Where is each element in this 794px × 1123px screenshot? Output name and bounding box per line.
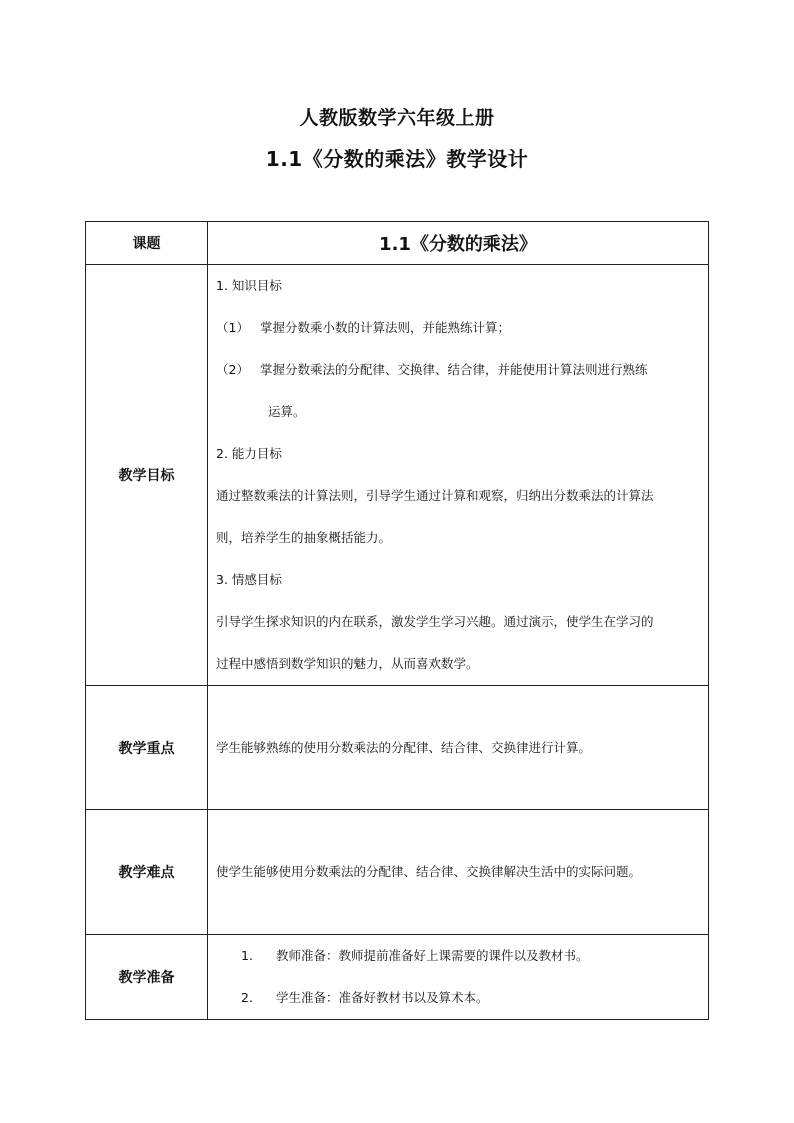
key-points-label: 教学重点 — [86, 686, 208, 810]
goals-label: 教学目标 — [86, 265, 208, 686]
knowledge-item-1-text: 掌握分数乘小数的计算法则，并能熟练计算； — [260, 320, 511, 335]
knowledge-item-1 — [216, 307, 702, 349]
knowledge-item-2-text: 掌握分数乘法的分配律、交换律、结合律，并能使用计算法则进行熟练 — [260, 362, 648, 377]
knowledge-item-2-number: （2） — [216, 362, 249, 377]
preparation-item-1-text: 教师准备：教师提前准备好上课需要的课件以及教材书。 — [276, 948, 589, 963]
ability-text-line-2: 则，培养学生的抽象概括能力。 — [216, 530, 392, 545]
table-row-key-points — [86, 686, 709, 810]
document-title: 人教版数学六年级上册 — [299, 107, 495, 129]
difficulties-label: 教学难点 — [86, 810, 208, 935]
preparation-label: 教学准备 — [86, 935, 208, 1020]
emotion-text-line-1: 引导学生探求知识的内在联系，激发学生学习兴趣。通过演示，使学生在学习的 — [216, 614, 654, 629]
preparation-item-2 — [216, 977, 702, 1019]
topic-label: 课题 — [86, 222, 208, 265]
emotion-text-line-2: 过程中感悟到数学知识的魅力，从而喜欢数学。 — [216, 656, 479, 671]
table-row-topic — [86, 222, 709, 265]
emotion-heading: 3. 情感目标 — [216, 572, 282, 587]
topic-value: 1.1《分数的乘法》 — [208, 222, 709, 265]
key-points-text: 学生能够熟练的使用分数乘法的分配律、结合律、交换律进行计算。 — [216, 739, 592, 755]
preparation-cell — [208, 935, 709, 1020]
document-subtitle: 1.1《分数的乘法》教学设计 — [265, 147, 529, 171]
goals-cell — [208, 265, 709, 686]
knowledge-item-2 — [216, 349, 702, 391]
difficulties-text: 使学生能够使用分数乘法的分配律、结合律、交换律解决生活中的实际问题。 — [216, 864, 642, 879]
table-row-difficulties — [86, 810, 709, 935]
key-points-cell — [208, 686, 709, 810]
preparation-item-2-text: 学生准备：准备好教材书以及算术本。 — [276, 990, 489, 1005]
preparation-item-2-number: 2. — [241, 990, 253, 1005]
lesson-plan-table — [85, 221, 709, 1020]
ability-text-line-1: 通过整数乘法的计算法则，引导学生通过计算和观察，归纳出分数乘法的计算法 — [216, 488, 654, 503]
table-row-preparation — [86, 935, 709, 1020]
preparation-item-1 — [216, 935, 702, 977]
ability-heading: 2. 能力目标 — [216, 446, 282, 461]
preparation-item-1-number: 1. — [241, 948, 253, 963]
table-row-goals — [86, 265, 709, 686]
difficulties-cell — [208, 810, 709, 935]
knowledge-heading: 1. 知识目标 — [216, 278, 282, 293]
knowledge-item-1-number: （1） — [216, 320, 249, 335]
knowledge-item-2-continuation: 运算。 — [268, 404, 306, 419]
